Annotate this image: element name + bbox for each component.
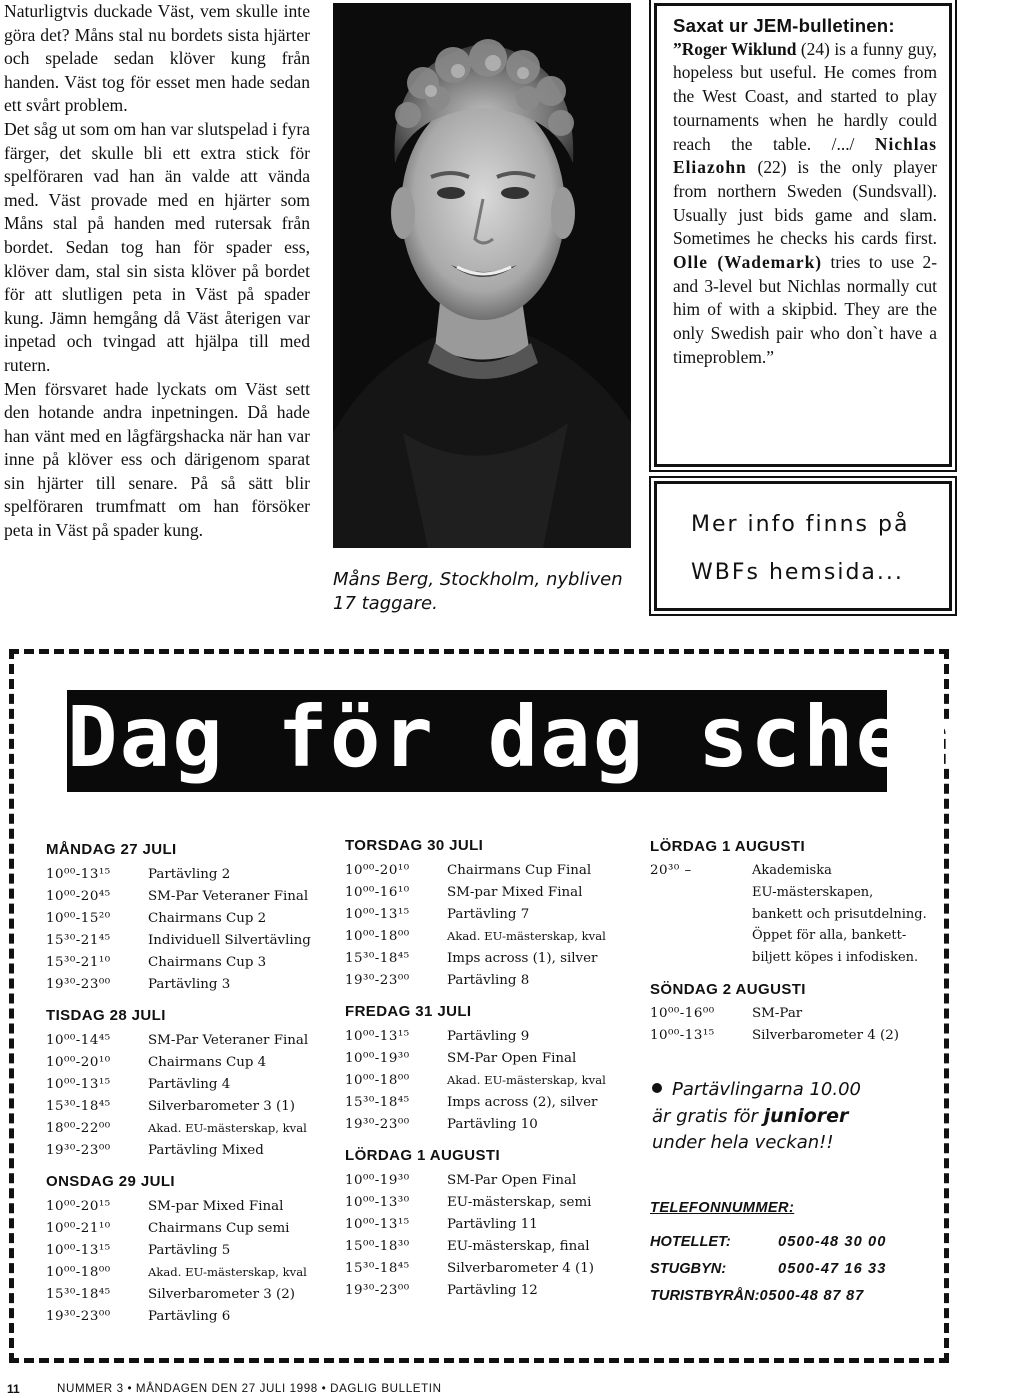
photo-caption: Måns Berg, Stockholm, nybliven 17 taggare. [333,569,623,614]
schedule-event: Partävling 12 [447,1282,538,1298]
promo-text: Partävlingarna 10.00 [672,1079,861,1100]
schedule-time: 10⁰⁰-13³⁰ [345,1194,410,1210]
more-info-line: Mer info finns på [691,512,910,537]
schedule-row [46,863,311,885]
schedule-row [46,1195,311,1217]
schedule-event: EU-mästerskap, final [447,1238,590,1254]
schedule-event: Chairmans Cup semi [148,1220,290,1236]
article-paragraph: Det såg ut som om han var slutspelad i fyra färger, det skulle bli ett extra stick för spelföraren vad han än valde att vända med. Väst provade med en hjärter som Måns stal på handen med rutersak från bordet. Sedan tog han för spader ess, klöver dam, stal sin sista klöver på bordet för att slutligen peta in Väst på spader kung. Jämn hemgång då Väst återigen var inpetad och tvingad att hjälpa till med rutern. [4,118,310,375]
article-paragraph: Naturligtvis duckade Väst, vem skulle inte göra det? Måns stal nu bordets sista hjärter och spelade sedan klöver kung från handen. Väst tog för esset men hade sedan ett svårt problem. [4,1,310,116]
schedule-row [345,1279,606,1301]
bulletin-text-part: tries to use 2- and 3-level but Nichlas normally cut him of with a skipbid. They are the only Swedish pair who don`t have a timeproblem.” [673,252,937,367]
schedule-column-1 [46,841,311,1327]
schedule-row [650,1003,927,1025]
schedule-row [650,1025,927,1047]
phone-heading: TELEFONNUMMER: [650,1200,795,1216]
schedule-event: Silverbarometer 3 (1) [148,1098,295,1114]
schedule-event: SM-par Mixed Final [148,1198,284,1214]
bullet-icon [652,1083,662,1093]
schedule-row [46,1051,311,1073]
schedule-banner [67,688,1013,792]
schedule-time: 19³⁰-23⁰⁰ [345,972,410,988]
schedule-row [46,1239,311,1261]
schedule-event: SM-par Mixed Final [447,884,583,900]
schedule-event: SM-Par Veteraner Final [148,1032,309,1048]
article-paragraph: Men försvaret hade lyckats om Väst sett den hotande andra inpetningen. Då hade han vänt med en lågfärgshacka när han var inne på klöver ess och därigenom sparat sin hjärter till senare. På så sätt blir spelföraren trumfmatt om han försöker peta in Väst på spader kung. [4,378,310,541]
bulletin-content [673,14,937,370]
schedule-row [345,881,606,903]
schedule-time: 10⁰⁰-20⁴⁵ [46,888,111,904]
schedule-time: 10⁰⁰-13¹⁵ [46,1242,111,1258]
schedule-event: Imps across (1), silver [447,950,598,966]
bulletin-title: Saxat ur JEM-bulletinen: [673,15,895,36]
day-heading: LÖRDAG 1 AUGUSTI [650,838,806,855]
day-heading: FREDAG 31 JULI [345,1003,472,1020]
schedule-time: 15³⁰-21⁴⁵ [46,932,111,948]
schedule-event: Silverbarometer 3 (2) [148,1286,295,1302]
schedule-event: Partävling 9 [447,1028,530,1044]
junior-promo [652,1077,861,1156]
schedule-time: 15³⁰-21¹⁰ [46,954,111,970]
schedule-time: 15³⁰-18⁴⁵ [345,1094,410,1110]
day-heading: MÅNDAG 27 JULI [46,841,177,858]
schedule-row [345,859,606,881]
bulletin-text-part: (24) is a funny guy, hopeless but useful. He comes from the West Coast, and started to play tournaments when he hardly could reach the table. /.../ [673,38,937,154]
bulletin-text-part: (22) is the only player from northern Sweden (Sundsvall). Usually just bids game and slam. Sometimes he checks his cards first. [673,157,937,249]
schedule-row [345,925,606,947]
schedule-event: EU-mästerskap, semi [447,1194,592,1210]
portrait-illustration [333,3,631,548]
schedule-row [46,907,311,929]
day-heading: SÖNDAG 2 AUGUSTI [650,980,806,998]
schedule-row [345,1191,606,1213]
schedule-event: Akad. EU-mästerskap, kval [447,1073,606,1087]
schedule-time: 10⁰⁰-14⁴⁵ [46,1032,111,1048]
promo-line [652,1103,861,1130]
day-heading: TISDAG 28 JULI [46,1007,166,1024]
day-heading: LÖRDAG 1 AUGUSTI [345,1147,501,1164]
schedule-column-3 [650,838,927,1047]
schedule-event: Imps across (2), silver [447,1094,598,1110]
more-info-line: WBFs hemsida... [691,560,904,585]
schedule-row [46,1029,311,1051]
schedule-row [46,1283,311,1305]
schedule-time: 19³⁰-23⁰⁰ [46,976,111,992]
schedule-time: 15³⁰-18⁴⁵ [46,1098,111,1114]
schedule-row [345,1113,606,1135]
day-heading: TORSDAG 30 JULI [345,837,484,854]
schedule-time: 19³⁰-23⁰⁰ [345,1282,410,1298]
schedule-time: 15³⁰-18⁴⁵ [345,1260,410,1276]
phone-row [650,1228,886,1255]
schedule-row [46,885,311,907]
phone-number: 0500-48 30 00 [778,1233,887,1250]
schedule-time: 10⁰⁰-21¹⁰ [46,1220,111,1236]
schedule-event: Partävling Mixed [148,1142,264,1158]
schedule-row [46,973,311,995]
bulletin-box [654,3,952,467]
promo-text: är gratis för [652,1106,764,1127]
schedule-time: 10⁰⁰-19³⁰ [345,1172,410,1188]
schedule-row [46,1139,311,1161]
schedule-time: 10⁰⁰-16¹⁰ [345,884,410,900]
schedule-event: Silverbarometer 4 (1) [447,1260,594,1276]
promo-emphasis: juniorer [763,1105,849,1127]
phone-numbers [650,1198,886,1309]
schedule-event: Partävling 7 [447,906,530,922]
schedule-event: SM-Par Open Final [447,1050,577,1066]
promo-line [652,1077,861,1103]
bulletin-text [673,38,937,370]
schedule-time: 19³⁰-23⁰⁰ [345,1116,410,1132]
schedule-row [345,1257,606,1279]
schedule-time: 10⁰⁰-20¹⁵ [46,1198,111,1214]
schedule-time: 19³⁰-23⁰⁰ [46,1308,111,1324]
schedule-time: 10⁰⁰-16⁰⁰ [650,1006,715,1022]
schedule-time: 10⁰⁰-13¹⁵ [46,1076,111,1092]
schedule-row [345,1091,606,1113]
schedule-time: 10⁰⁰-13¹⁵ [345,906,410,922]
schedule-event: Akad. EU-mästerskap, kval [148,1121,307,1135]
schedule-event: Chairmans Cup Final [447,862,592,878]
portrait-photo [333,3,631,548]
day-heading: ONSDAG 29 JULI [46,1173,175,1190]
schedule-event: Partävling 3 [148,976,231,992]
schedule-row [345,1213,606,1235]
bulletin-name: Olle (Wademark) [673,252,823,273]
schedule-event: Individuell Silvertävling [148,932,311,948]
schedule-row [650,860,927,882]
phone-row [650,1255,886,1282]
schedule-event: SM-Par Open Final [447,1172,577,1188]
more-info-box [654,481,952,611]
schedule-time: 10⁰⁰-20¹⁰ [46,1054,111,1070]
schedule-time: 15⁰⁰-18³⁰ [345,1238,410,1254]
bulletin-name: Nichlas Eliazohn [673,133,937,178]
schedule-row [345,903,606,925]
footer-text: NUMMER 3 • MÅNDAGEN DEN 27 JULI 1998 • DAGLIG BULLETIN [57,1382,442,1395]
schedule-time: 10⁰⁰-18⁰⁰ [345,928,410,944]
schedule-row [46,1217,311,1239]
schedule-row [345,1235,606,1257]
article-text [4,0,310,543]
schedule-time: 10⁰⁰-13¹⁵ [345,1216,410,1232]
schedule-event: Partävling 10 [447,1116,538,1132]
page-number: 11 [7,1382,20,1396]
schedule-event: Akad. EU-mästerskap, kval [447,929,606,943]
schedule-time: 10⁰⁰-13¹⁵ [650,1028,715,1044]
schedule-row [345,969,606,991]
schedule-row [46,1305,311,1327]
phone-label: TURISTBYRÅN: [650,1287,760,1304]
schedule-row [345,1169,606,1191]
schedule-event: Akademiska [752,863,832,879]
schedule-time: 10⁰⁰-13¹⁵ [46,866,111,882]
schedule-event: Partävling 4 [148,1076,231,1092]
schedule-event: Akad. EU-mästerskap, kval [148,1265,307,1279]
schedule-row [46,1095,311,1117]
schedule-row [345,947,606,969]
phone-label: STUGBYN: [650,1260,727,1277]
phone-number: 0500-48 87 87 [759,1287,864,1304]
schedule-event-line: biljett köpes i infodisken. [752,950,919,966]
schedule-time: 10⁰⁰-18⁰⁰ [46,1264,111,1280]
schedule-event-line: Öppet för alla, bankett- [752,928,907,944]
phone-label: HOTELLET: [650,1233,731,1250]
schedule-time: 18⁰⁰-22⁰⁰ [46,1120,111,1136]
schedule-event: SM-Par [752,1006,803,1022]
schedule-time: 15³⁰-18⁴⁵ [46,1286,111,1302]
phone-row [650,1282,886,1309]
phone-number: 0500-47 16 33 [778,1260,887,1277]
schedule-time: 10⁰⁰-19³⁰ [345,1050,410,1066]
schedule-event-line: bankett och prisutdelning. [752,906,927,922]
bulletin-name: ”Roger Wiklund [673,38,797,59]
schedule-row [345,1025,606,1047]
schedule-event: Partävling 2 [148,866,231,882]
schedule-event: Chairmans Cup 3 [148,954,267,970]
promo-line: under hela veckan!! [652,1132,834,1153]
schedule-row [46,1261,311,1283]
schedule-event: Partävling 11 [447,1216,538,1232]
schedule-event: Chairmans Cup 2 [148,910,267,926]
schedule-row [46,951,311,973]
schedule-row [46,929,311,951]
schedule-row [345,1047,606,1069]
schedule-time: 20³⁰ – [650,863,692,879]
schedule-event: Silverbarometer 4 (2) [752,1028,899,1044]
schedule-row [46,1073,311,1095]
schedule-row [345,1069,606,1091]
schedule-row [46,1117,311,1139]
schedule-event-line: EU-mästerskapen, [752,884,874,900]
schedule-event: Partävling 6 [148,1308,231,1324]
schedule-time: 15³⁰-18⁴⁵ [345,950,410,966]
schedule-column-2 [345,837,606,1301]
schedule-event: Partävling 5 [148,1242,231,1258]
schedule-time: 10⁰⁰-15²⁰ [46,910,111,926]
schedule-time: 10⁰⁰-18⁰⁰ [345,1072,410,1088]
schedule-title: Dag för dag schema [67,688,1013,786]
schedule-event: Chairmans Cup 4 [148,1054,267,1070]
schedule-time: 19³⁰-23⁰⁰ [46,1142,111,1158]
schedule-event: Partävling 8 [447,972,530,988]
schedule-time: 10⁰⁰-20¹⁰ [345,862,410,878]
schedule-time: 10⁰⁰-13¹⁵ [345,1028,410,1044]
schedule-event: SM-Par Veteraner Final [148,888,309,904]
